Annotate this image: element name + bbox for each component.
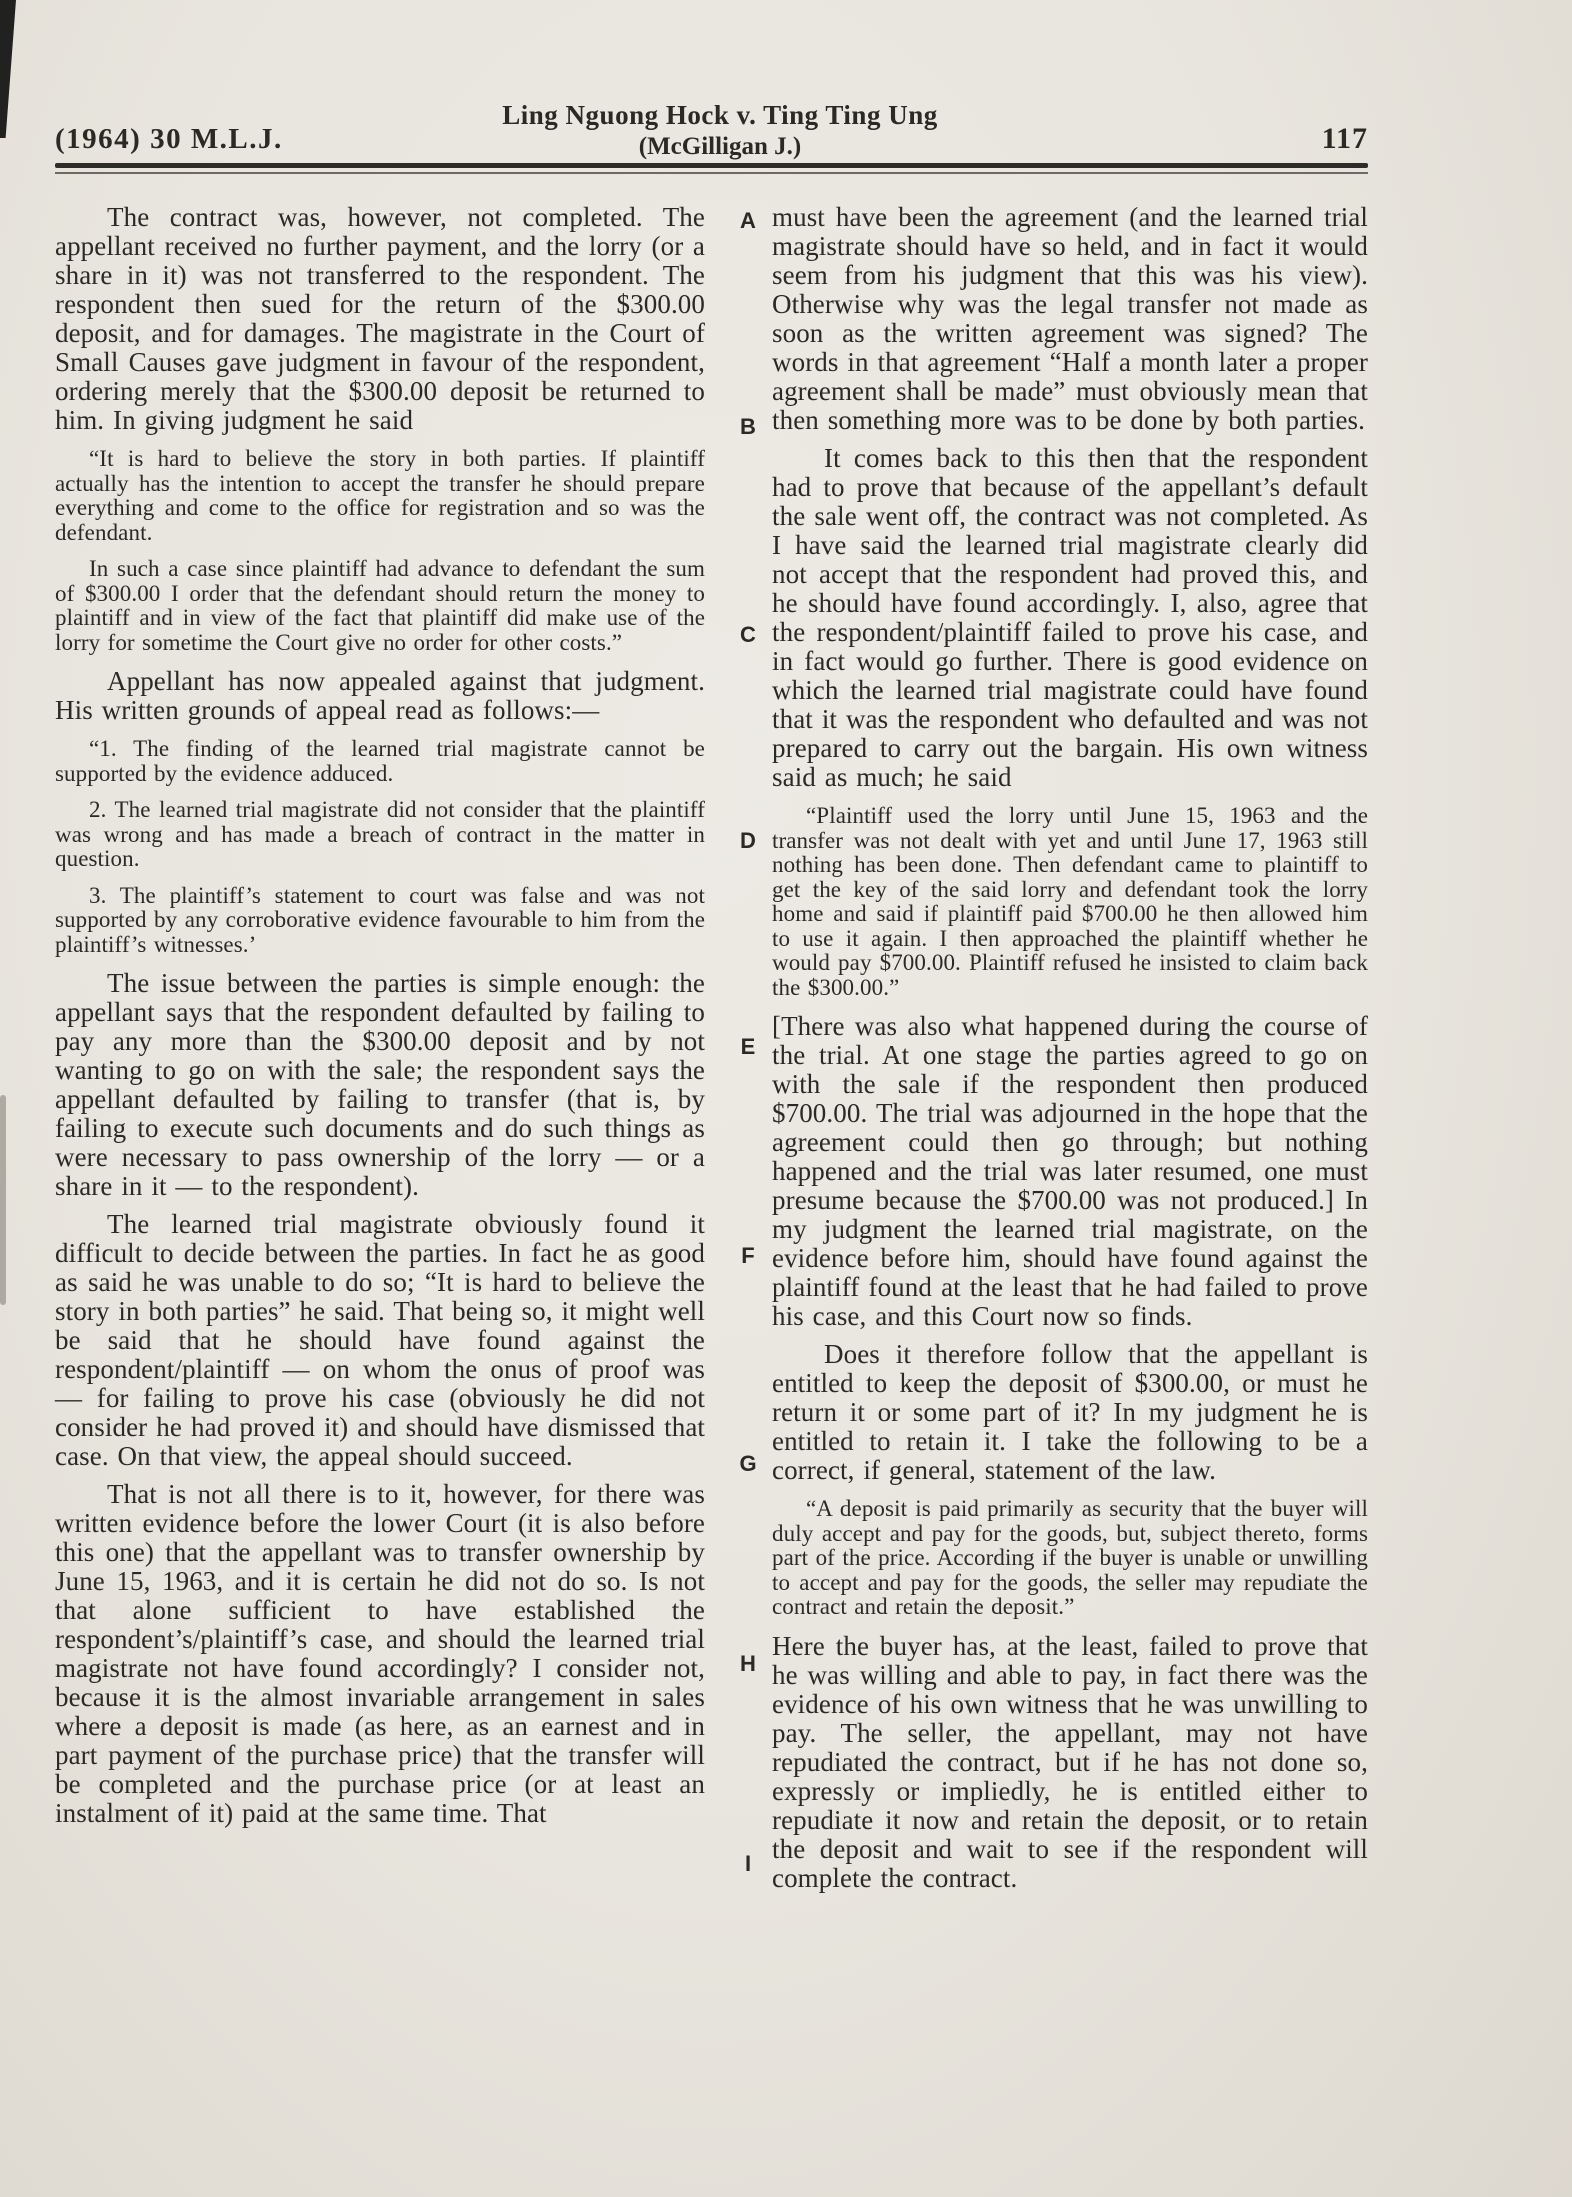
header-divider-rule-thin <box>55 172 1368 174</box>
margin-letter-c: C <box>740 622 756 647</box>
margin-letter-g: G <box>739 1451 757 1476</box>
judgment-paragraph: It comes back to this then that the respondent had to prove that because of the appellant’s default the sale went off, the contract was not completed. As I have said the learned trial magistrate clearly did not accept that the respondent had proved this, and he should have found accordingly. I, also, agree that the respondent/plaintiff failed to prove his case, and in fact would go further. There is good evidence on which the learned trial magistrate could have found that it was the respondent who defaulted and was not prepared to carry out the bargain. His own witness said as much; he said <box>772 443 1368 792</box>
judge-name: (McGilligan J.) <box>638 133 802 160</box>
appeal-ground-paragraph: “1. The finding of the learned trial magistrate cannot be supported by the evidence adduced. <box>55 736 705 786</box>
page-number: 117 <box>1321 122 1368 155</box>
judgment-paragraph: Here the buyer has, at the least, failed to prove that he was willing and able to pay, in fact there was the evidence of his own witness that he was unwilling to pay. The seller, the appellant, may not have repudiated the contract, but if he has not done so, expressly or impliedly, he is entitled either to repudiate it now and retain the deposit, or to retain the deposit and wait to see if the respondent will complete the contract. <box>772 1630 1368 1893</box>
judgment-paragraph: Appellant has now appealed against that judgment. His written grounds of appeal read as follows:— <box>55 666 705 725</box>
scan-edge-artifact <box>0 1095 6 1305</box>
column-left <box>55 203 705 1828</box>
column-right <box>772 203 1368 1893</box>
margin-letter-h: H <box>740 1651 756 1676</box>
judgment-paragraph: [There was also what happened during the course of the trial. At one stage the parties agreed to go on with the sale if the respondent then produced $700.00. The trial was adjourned in the hope that the agreement could then go through; but nothing happened and the trial was later resumed, one must presume because the $700.00 was not produced.] In my judgment the learned trial magistrate, on the evidence before him, should have found against the plaintiff found at the least that he had failed to prove his case, and this Court now so finds. <box>772 1011 1368 1331</box>
judgment-paragraph: That is not all there is to it, however, for there was written evidence before the lower Court (it is also before this one) that the appellant was to transfer ownership by June 15, 1963, and it is certain he did not do so. Is not that alone sufficient to have established the respondent’s/plaintiff’s case, and should the learned trial magistrate not have found accordingly? I consider not, because it is the almost invariable arrangement in sales where a deposit is made (as here, as an earnest and in part payment of the purchase price) that the transfer will be completed and the purchase price (or at least an instalment of it) paid at the same time. That <box>55 1479 705 1828</box>
appeal-ground-paragraph: 3. The plaintiff’s statement to court was false and was not supported by any corroborative evidence favourable to him from the plaintiff’s witnesses.’ <box>55 882 705 957</box>
judgment-paragraph: The issue between the parties is simple enough: the appellant says that the respondent defaulted by failing to pay any more than the $300.00 deposit and by not wanting to go on with the sale; the respondent says the appellant defaulted by failing to transfer (that is, by failing to execute such documents and do such things as were necessary to pass ownership of the lorry — or a share in it — to the respondent). <box>55 968 705 1201</box>
margin-letter-f: F <box>741 1243 755 1268</box>
case-title: Ling Nguong Hock v. Ting Ting Ung <box>502 100 938 130</box>
margin-letter-e: E <box>740 1034 756 1059</box>
margin-letter-d: D <box>740 828 756 853</box>
margin-letter-b: B <box>740 414 756 439</box>
margin-letter-a: A <box>740 208 756 233</box>
margin-letter-i: I <box>744 1851 752 1876</box>
header-divider-rule <box>55 163 1368 168</box>
witness-quote-paragraph: “Plaintiff used the lorry until June 15, 1963 and the transfer was not dealt with yet and until June 17, 1963 still nothing has been done. Then defendant came to plaintiff to get the key of the said lorry and defendant took the lorry home and said if plaintiff paid $700.00 he then allowed him to use it again. I then approached the plaintiff whether he would pay $700.00. Plaintiff refused he insisted to claim back the $300.00.” <box>772 803 1368 1000</box>
scan-edge-artifact <box>0 0 16 138</box>
law-statement-quote-paragraph: “A deposit is paid primarily as security that the buyer will duly accept and pay for the goods, but, subject thereto, forms part of the price. According if the buyer is unable or unwilling to accept and pay for the goods, the seller may repudiate the contract and retain the deposit.” <box>772 1496 1368 1619</box>
quoted-judgment-paragraph: In such a case since plaintiff had advance to defendant the sum of $300.00 I order that the defendant should return the money to plaintiff and in view of the fact that plaintiff did make use of the lorry for sometime the Court give no order for other costs.” <box>55 556 705 655</box>
judgment-paragraph: The contract was, however, not completed. The appellant received no further payment, and the lorry (or a share in it) was not transferred to the respondent. The respondent then sued for the return of the $300.00 deposit, and for damages. The magistrate in the Court of Small Causes gave judgment in favour of the respondent, ordering merely that the $300.00 deposit be returned to him. In giving judgment he said <box>55 202 705 435</box>
quoted-judgment-paragraph: “It is hard to believe the story in both parties. If plaintiff actually has the intention to accept the transfer he should prepare everything and come to the office for registration and so was the defendant. <box>55 446 705 545</box>
appeal-ground-paragraph: 2. The learned trial magistrate did not consider that the plaintiff was wrong and has made a breach of contract in the matter in question. <box>55 797 705 871</box>
judgment-paragraph: must have been the agreement (and the learned trial magistrate should have so held, and in fact it would seem from his judgment that this was his view). Otherwise why was the legal transfer not made as soon as the written agreement was signed? The words in that agreement “Half a month later a proper agreement shall be made” must obviously mean that then something more was to be done by both parties. <box>772 202 1368 435</box>
volume-citation: (1964) 30 M.L.J. <box>55 123 283 155</box>
judgment-paragraph: The learned trial magistrate obviously found it difficult to decide between the parties. In fact he as good as said he was unable to do so; “It is hard to believe the story in both parties” he said. That being so, it might well be said that he should have found against the respondent/plaintiff — on whom the onus of proof was — for failing to prove his case (obviously he did not consider he had proved it) and should have dismissed that case. On that view, the appeal should succeed. <box>55 1209 705 1471</box>
judgment-paragraph: Does it therefore follow that the appellant is entitled to keep the deposit of $300.00, or must he return it or some part of it? In my judgment he is entitled to retain it. I take the following to be a correct, if general, statement of the law. <box>772 1339 1368 1485</box>
